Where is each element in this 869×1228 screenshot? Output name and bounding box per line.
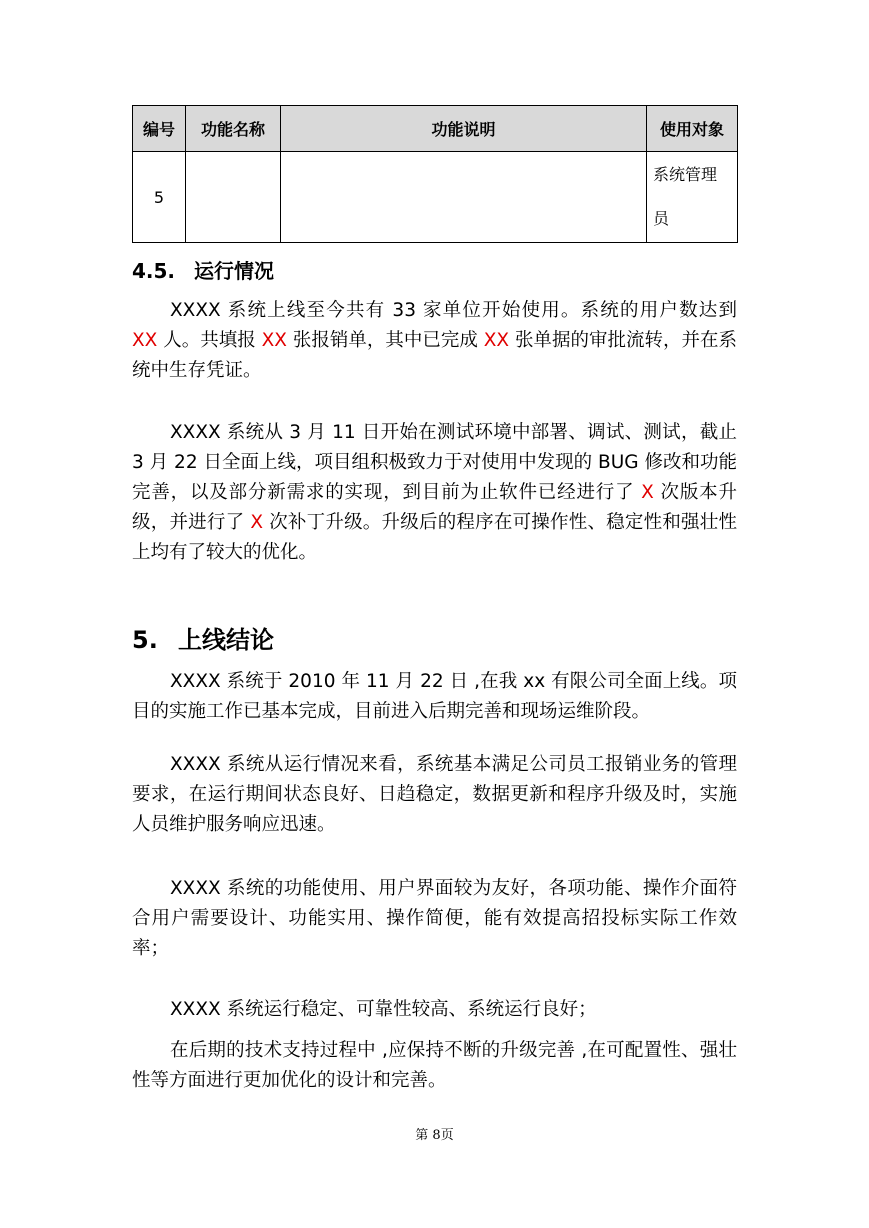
header-number: 编号 <box>133 106 186 152</box>
section-5-paragraph-1: XXXX 系统于 2010 年 11 月 22 日 ,在我 xx 有限公司全面上线。项目的实施工作已基本完成，目前进入后期完善和现场运维阶段。 <box>132 671 737 722</box>
section-5-number: 5. <box>132 626 158 654</box>
section-5-heading <box>132 620 274 655</box>
cell-user-line1: 系统管理 <box>653 165 718 184</box>
p1-text-d: 张单据的审批流转，并在系统中生存凭证。 <box>132 330 737 381</box>
header-user: 使用对象 <box>647 106 738 152</box>
header-function-description: 功能说明 <box>281 106 647 152</box>
cell-user-line2: 员 <box>653 209 670 228</box>
cell-user <box>647 152 738 243</box>
p2-placeholder-1: X <box>641 482 654 503</box>
function-table <box>132 105 738 243</box>
cell-function-name <box>186 152 281 243</box>
p1-placeholder-3: XX <box>483 330 510 351</box>
page-number-footer: 第 8页 <box>415 1128 454 1143</box>
p2-text-b: 次版本升级，并进行了 <box>132 482 737 533</box>
section-5-paragraph-2: XXXX 系统从运行情况来看，系统基本满足公司员工报销业务的管理要求，在运行期间状态良好、日趋稳定，数据更新和程序升级及时，实施人员维护服务响应迅速。 <box>132 754 737 835</box>
p1-placeholder-2: XX <box>261 330 287 351</box>
p1-placeholder-1: XX <box>132 330 158 351</box>
cell-function-description <box>281 152 647 243</box>
p2-text-a: XXXX 系统从 3 月 11 日开始在测试环境中部署、调试、测试，截止 3 月 22 日全面上线，项目组积极致力于对使用中发现的 BUG 修改和功能完善，以及部分新需求的实现，到目前为止软件已经进行了 <box>132 422 737 503</box>
p2-text-c: 次补丁升级。升级后的程序在可操作性、稳定性和强壮性上均有了较大的优化。 <box>132 512 737 563</box>
p1-text-b: 人。共填报 <box>157 330 262 351</box>
section-5-paragraph-5: 在后期的技术支持过程中 ,应保持不断的升级完善 ,在可配置性、强壮性等方面进行更加优化的设计和完善。 <box>132 1040 737 1091</box>
p2-placeholder-2: X <box>250 512 264 533</box>
p1-text-c: 张报销单，其中已完成 <box>286 330 484 351</box>
section-4-5-heading <box>132 255 274 284</box>
section-4-5-paragraph-2 <box>132 418 737 568</box>
header-function-name: 功能名称 <box>186 106 281 152</box>
cell-number: 5 <box>133 152 186 243</box>
section-4-5-paragraph-1 <box>132 296 737 386</box>
section-5-paragraph-3: XXXX 系统的功能使用、用户界面较为友好，各项功能、操作介面符合用户需要设计、功能实用、操作简便，能有效提高招投标实际工作效率； <box>132 878 737 959</box>
p1-text-a: XXXX 系统上线至今共有 33 家单位开始使用。系统的用户数达到 <box>170 300 737 321</box>
section-5-paragraph-4: XXXX 系统运行稳定、可靠性较高、系统运行良好； <box>170 999 597 1020</box>
section-4-5-title: 运行情况 <box>194 259 274 283</box>
table-header-row <box>133 106 738 152</box>
section-5-title: 上线结论 <box>178 626 274 654</box>
table-row <box>133 152 738 243</box>
section-4-5-number: 4.5. <box>132 259 176 283</box>
